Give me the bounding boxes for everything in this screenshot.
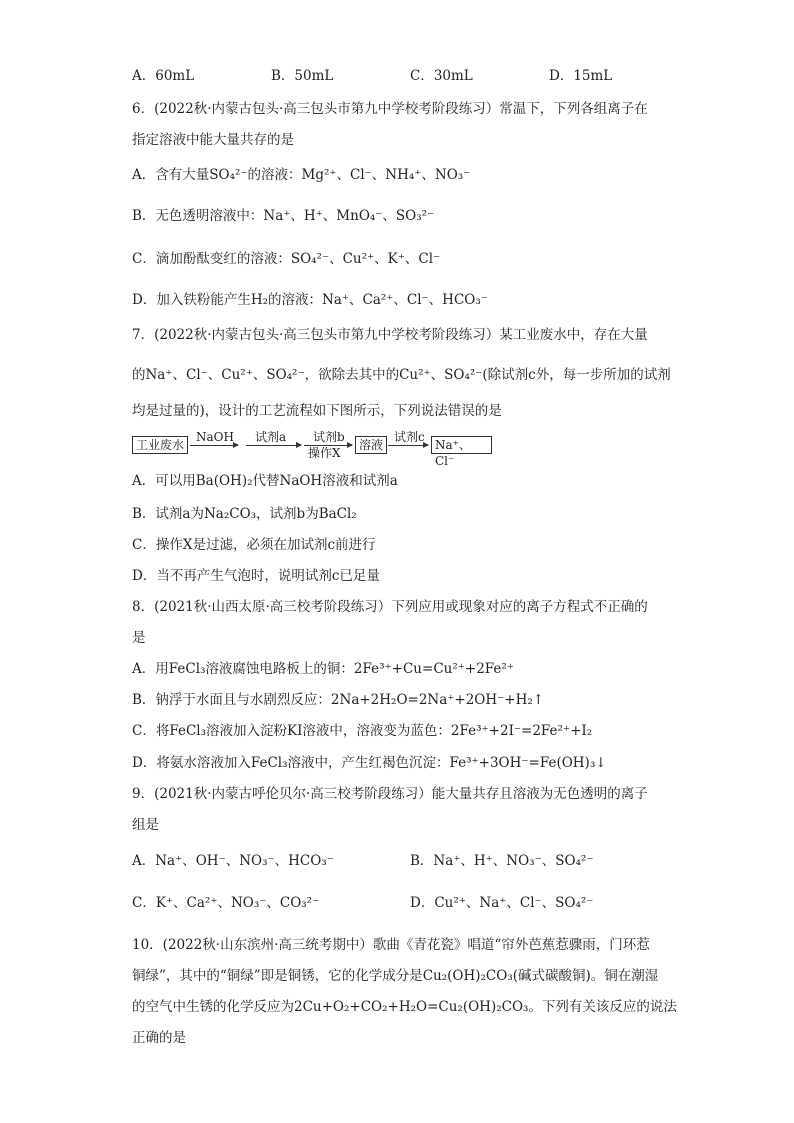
q10-stem-line4: 正确的是 xyxy=(132,1030,186,1046)
process-flow-diagram xyxy=(132,430,492,468)
q7-stem-line2: 的Na⁺、Cl⁻、Cu²⁺、SO₄²⁻，欲除去其中的Cu²⁺、SO₄²⁻(除试剂c外，每一步所加的试剂 xyxy=(132,367,671,383)
q10-stem-line2: 铜绿”，其中的“铜绿”即是铜锈，它的化学成分是Cu₂(OH)₂CO₃(碱式碳酸铜)。铜在潮湿 xyxy=(132,968,659,984)
flow-reagent-a: 试剂a xyxy=(255,430,287,444)
q6-option-b: B．无色透明溶液中：Na⁺、H⁺、MnO₄⁻、SO₃²⁻ xyxy=(132,208,435,224)
q6-option-c: C．滴加酚酞变红的溶液：SO₄²⁻、Cu²⁺、K⁺、Cl⁻ xyxy=(132,251,441,267)
flow-solution-box: 溶液 xyxy=(355,436,387,454)
q7-option-a: A．可以用Ba(OH)₂代替NaOH溶液和试剂a xyxy=(132,473,398,489)
q8-option-d: D．将氨水溶液加入FeCl₃溶液中，产生红褐色沉淀：Fe³⁺+3OH⁻=Fe(OH)₃↓ xyxy=(132,755,607,771)
q9-stem-line2: 组是 xyxy=(132,817,159,833)
q8-option-a: A．用FeCl₃溶液腐蚀电路板上的铜：2Fe³⁺+Cu=Cu²⁺+2Fe²⁺ xyxy=(132,661,514,677)
q7-option-c: C．操作X是过滤，必须在加试剂c前进行 xyxy=(132,537,376,553)
flow-reagent-c: 试剂c xyxy=(394,430,425,444)
q9-option-b: B．Na⁺、H⁺、NO₃⁻、SO₄²⁻ xyxy=(410,853,594,869)
flow-start-box: 工业废水 xyxy=(132,436,188,454)
flow-arrow-2 xyxy=(246,445,301,446)
q7-option-d: D．当不再产生气泡时，说明试剂c已足量 xyxy=(132,568,380,584)
q6-stem-line1: 6．(2022秋·内蒙古包头·高三包头市第九中学校考阶段练习）常温下，下列各组离子在 xyxy=(132,101,648,117)
q5-option-b: B．50mL xyxy=(271,68,334,84)
flow-arrow-4 xyxy=(388,445,428,446)
q5-option-a: A．60mL xyxy=(132,68,195,84)
q6-option-a: A．含有大量SO₄²⁻的溶液：Mg²⁺、Cl⁻、NH₄⁺、NO₃⁻ xyxy=(132,167,471,183)
q5-option-c: C．30mL xyxy=(410,68,473,84)
q8-stem-line1: 8．(2021秋·山西太原·高三校考阶段练习）下列应用或现象对应的离子方程式不正确的 xyxy=(132,599,648,615)
q6-option-d: D．加入铁粉能产生H₂的溶液：Na⁺、Ca²⁺、Cl⁻、HCO₃⁻ xyxy=(132,292,488,308)
q6-stem-line2: 指定溶液中能大量共存的是 xyxy=(132,132,294,148)
q8-option-c: C．将FeCl₃溶液加入淀粉KI溶液中，溶液变为蓝色：2Fe³⁺+2I⁻=2Fe²⁺+I₂ xyxy=(132,723,593,739)
flow-operation-x: 操作X xyxy=(308,446,341,460)
flow-reagent-naoh: NaOH xyxy=(196,430,234,444)
q7-stem-line1: 7．(2022秋·内蒙古包头·高三包头市第九中学校考阶段练习）某工业废水中，存在大量 xyxy=(132,327,648,343)
q7-option-b: B．试剂a为Na₂CO₃，试剂b为BaCl₂ xyxy=(132,506,357,522)
q9-option-d: D．Cu²⁺、Na⁺、Cl⁻、SO₄²⁻ xyxy=(410,895,594,911)
q9-stem-line1: 9．(2021秋·内蒙古呼伦贝尔·高三校考阶段练习）能大量共存且溶液为无色透明的离子 xyxy=(132,786,648,802)
flow-end-box: Na⁺、Cl⁻ xyxy=(431,436,492,454)
q5-option-d: D．15mL xyxy=(549,68,613,84)
q8-stem-line2: 是 xyxy=(132,630,146,646)
q10-stem-line3: 的空气中生锈的化学反应为2Cu+O₂+CO₂+H₂O=Cu₂(OH)₂CO₃。下列有关该反应的说法 xyxy=(132,999,677,1015)
q7-stem-line3: 均是过量的)，设计的工艺流程如下图所示，下列说法错误的是 xyxy=(132,403,502,419)
q10-stem-line1: 10．(2022秋·山东滨州·高三统考期中）歌曲《青花瓷》唱道“帘外芭蕉惹骤雨，门环惹 xyxy=(132,937,650,953)
flow-reagent-b: 试剂b xyxy=(313,430,345,444)
q8-option-b: B．钠浮于水面且与水剧烈反应：2Na+2H₂O=2Na⁺+2OH⁻+H₂↑ xyxy=(132,692,545,708)
flow-arrow-1 xyxy=(190,445,238,446)
q9-option-a: A．Na⁺、OH⁻、NO₃⁻、HCO₃⁻ xyxy=(132,853,334,869)
q9-option-c: C．K⁺、Ca²⁺、NO₃⁻、CO₃²⁻ xyxy=(132,895,320,911)
